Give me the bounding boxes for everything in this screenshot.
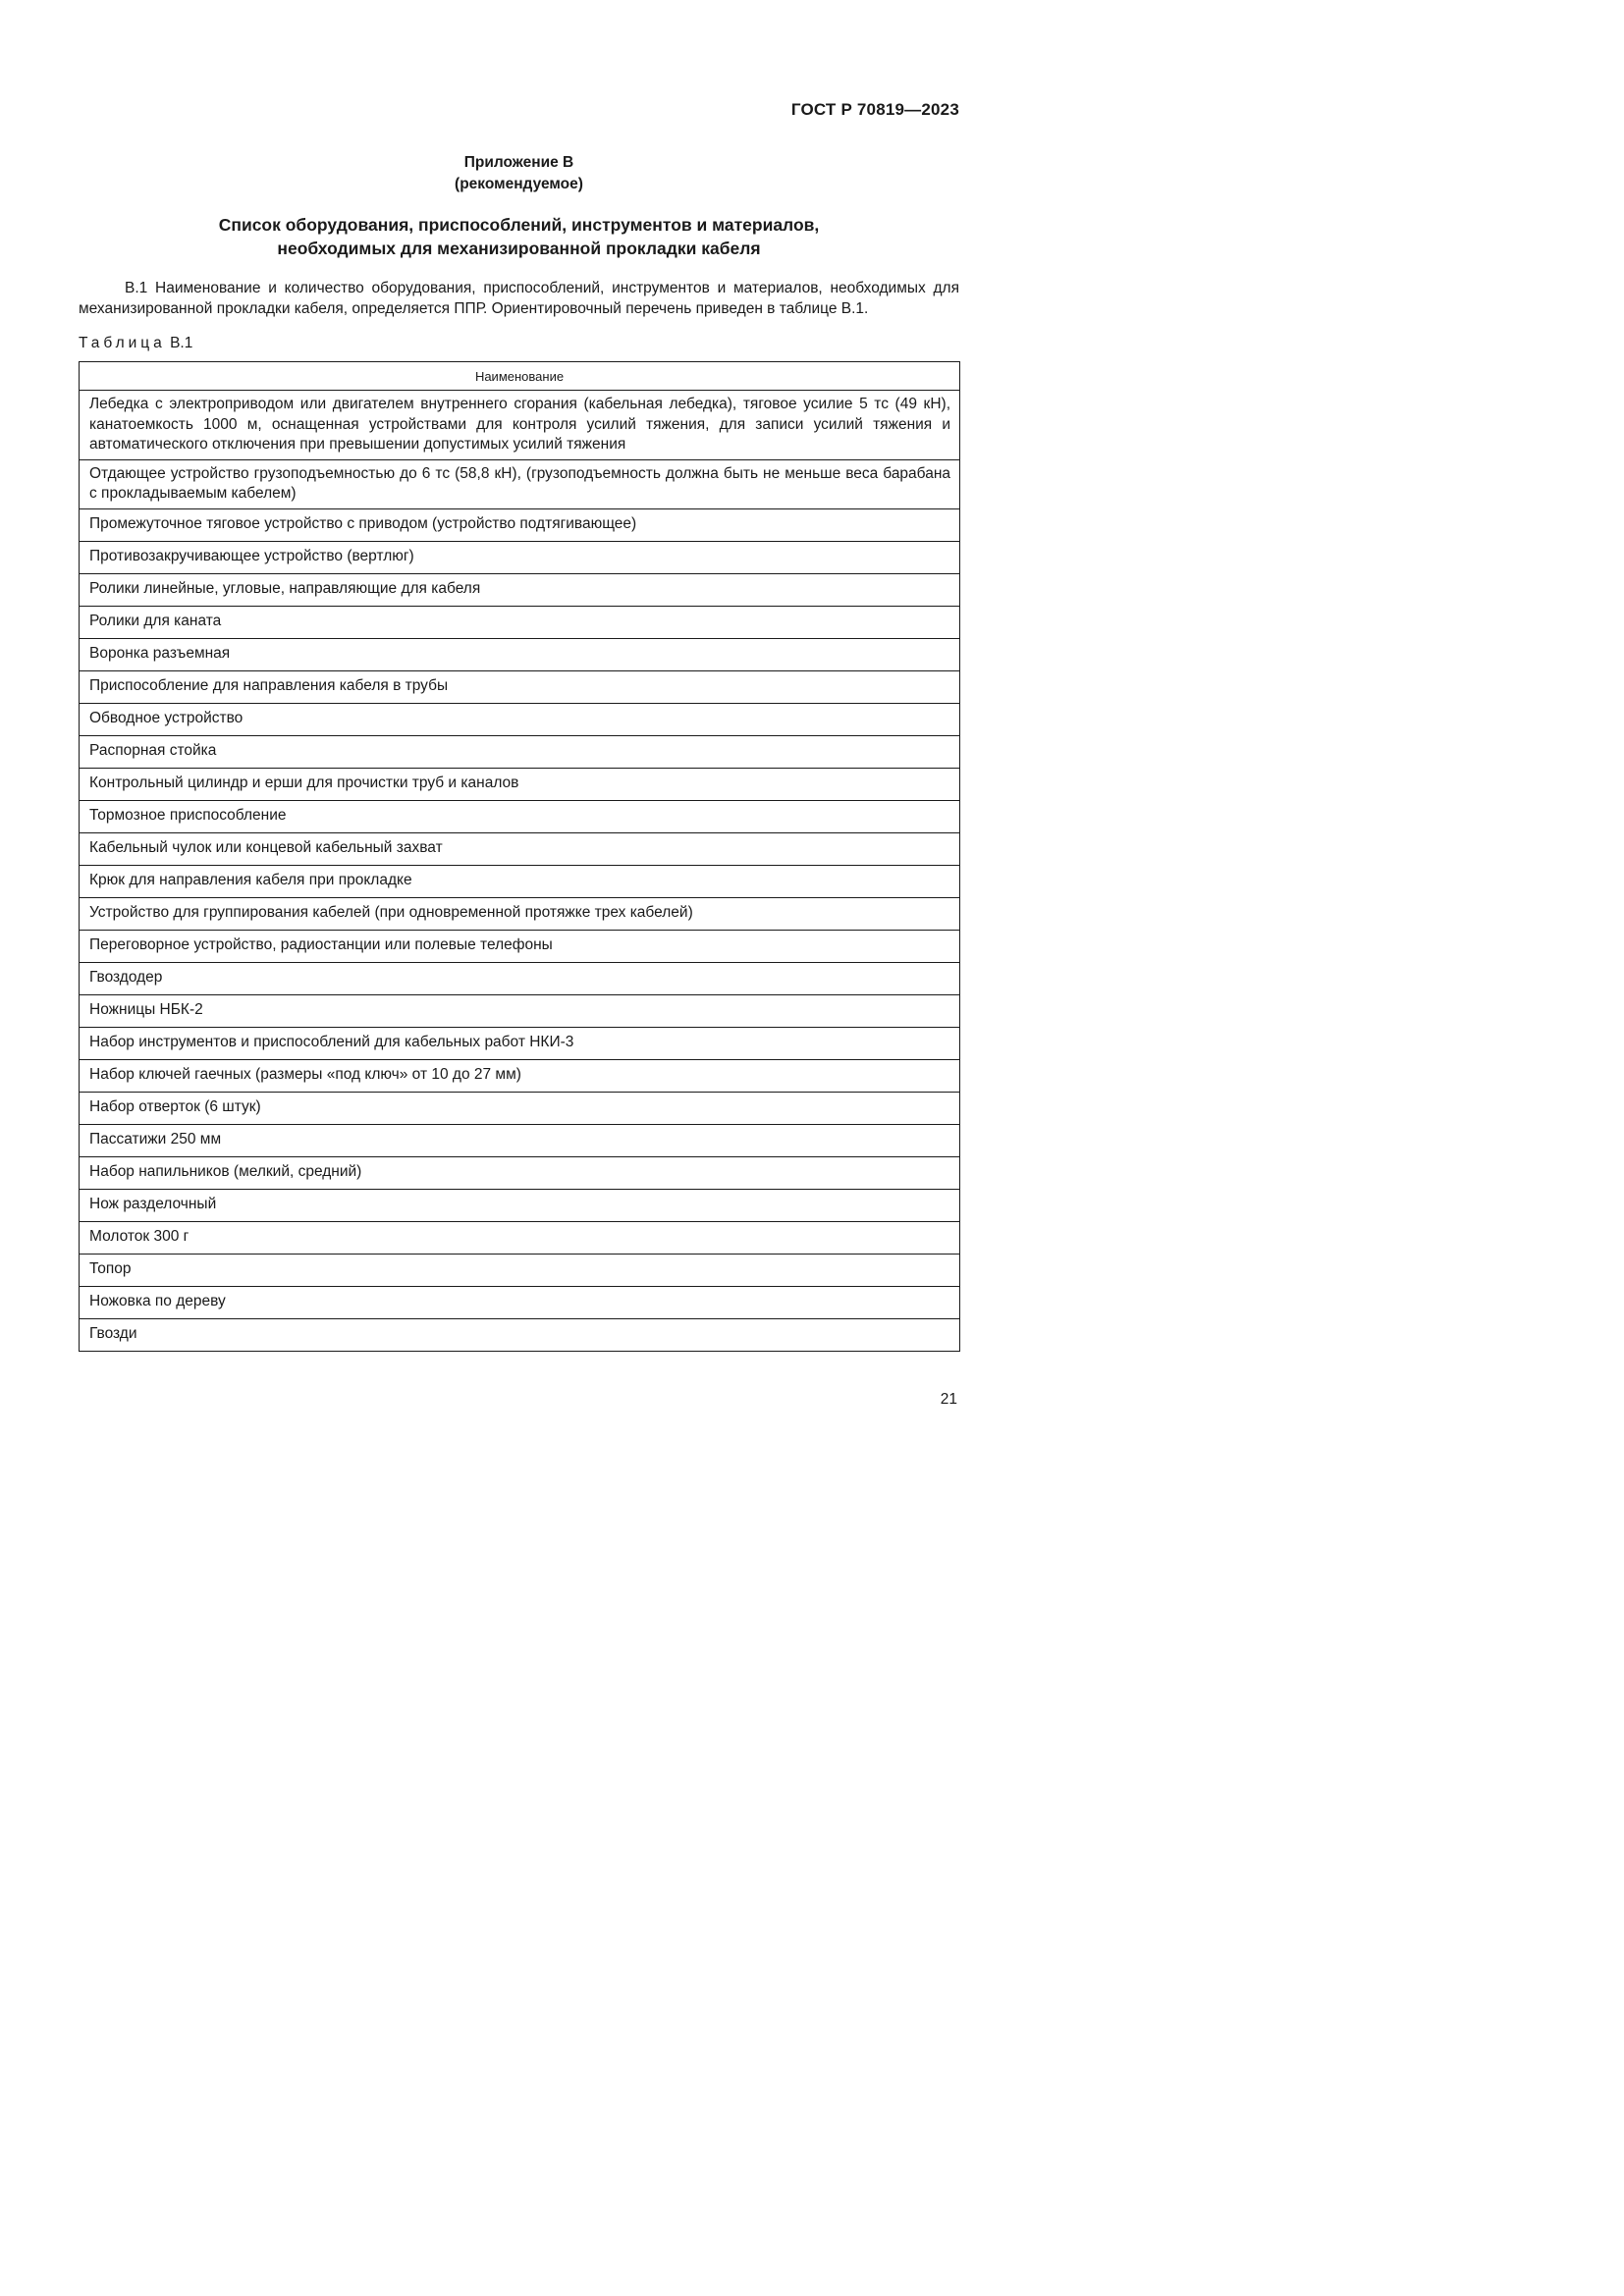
table-cell-item: Топор bbox=[80, 1254, 960, 1286]
table-row bbox=[80, 1156, 960, 1189]
table-row bbox=[80, 962, 960, 994]
table-cell-item: Ножовка по дереву bbox=[80, 1286, 960, 1318]
table-cell-item: Тормозное приспособление bbox=[80, 800, 960, 832]
table-row bbox=[80, 1254, 960, 1286]
table-row bbox=[80, 606, 960, 638]
table-cell-item: Промежуточное тяговое устройство с приводом (устройство подтягивающее) bbox=[80, 508, 960, 541]
table-cell-item: Распорная стойка bbox=[80, 735, 960, 768]
table-row bbox=[80, 1027, 960, 1059]
table-cell-item: Молоток 300 г bbox=[80, 1221, 960, 1254]
table-cell-item: Ролики линейные, угловые, направляющие для кабеля bbox=[80, 573, 960, 606]
table-row bbox=[80, 508, 960, 541]
table-cell-item: Крюк для направления кабеля при прокладке bbox=[80, 865, 960, 897]
annex-heading bbox=[0, 152, 1038, 195]
table-cell-item: Противозакручивающее устройство (вертлюг) bbox=[80, 541, 960, 573]
table-caption-number: В.1 bbox=[170, 335, 193, 351]
table-cell-item: Обводное устройство bbox=[80, 703, 960, 735]
table-row bbox=[80, 459, 960, 508]
table-row bbox=[80, 573, 960, 606]
table-row bbox=[80, 541, 960, 573]
table-row bbox=[80, 1059, 960, 1092]
table-cell-item: Отдающее устройство грузоподъемностью до 6 тс (58,8 кН), (грузоподъемность должна быть не меньше веса барабана с прокладываемым кабелем) bbox=[80, 459, 960, 508]
table-row bbox=[80, 1286, 960, 1318]
table-row bbox=[80, 735, 960, 768]
table-row bbox=[80, 768, 960, 800]
table-row bbox=[80, 930, 960, 962]
table-cell-item: Устройство для группирования кабелей (при одновременной протяжке трех кабелей) bbox=[80, 897, 960, 930]
equipment-table bbox=[79, 361, 960, 1352]
document-page bbox=[0, 0, 1090, 1539]
table-cell-item: Набор ключей гаечных (размеры «под ключ» от 10 до 27 мм) bbox=[80, 1059, 960, 1092]
annex-status: (рекомендуемое) bbox=[455, 176, 583, 192]
table-row bbox=[80, 1221, 960, 1254]
table-row bbox=[80, 865, 960, 897]
table-cell-item: Гвозди bbox=[80, 1318, 960, 1351]
table-cell-item: Нож разделочный bbox=[80, 1189, 960, 1221]
annex-label: Приложение В bbox=[463, 154, 574, 171]
table-row bbox=[80, 391, 960, 460]
table-cell-item: Пассатижи 250 мм bbox=[80, 1124, 960, 1156]
table-row bbox=[80, 1318, 960, 1351]
table-cell-item: Кабельный чулок или концевой кабельный захват bbox=[80, 832, 960, 865]
table-row bbox=[80, 703, 960, 735]
table-cell-item: Воронка разъемная bbox=[80, 638, 960, 670]
list-title-line-1: Список оборудования, приспособлений, инструментов и материалов, bbox=[218, 215, 820, 235]
table-row bbox=[80, 1092, 960, 1124]
table-row bbox=[80, 994, 960, 1027]
table-cell-item: Набор отверток (6 штук) bbox=[80, 1092, 960, 1124]
table-cell-item: Ролики для каната bbox=[80, 606, 960, 638]
table-row bbox=[80, 638, 960, 670]
intro-paragraph: В.1 Наименование и количество оборудования, приспособлений, инструментов и материалов, необходимых для механизированной прокладки кабеля, определяется ППР. Ориентировочный перечень приведен в таблице В.1. bbox=[79, 280, 959, 317]
table-cell-item: Ножницы НБК-2 bbox=[80, 994, 960, 1027]
list-title bbox=[0, 213, 1038, 260]
table-cell-item: Лебедка с электроприводом или двигателем внутреннего сгорания (кабельная лебедка), тяговое усилие 5 тс (49 кН), канатоемкость 1000 м, оснащенная устройствами для контроля усилий тяжения, для записи усилий тяжения и автоматического отключения при превышении допустимых усилий тяжения bbox=[80, 391, 960, 460]
table-body bbox=[80, 391, 960, 1352]
table-caption bbox=[79, 335, 192, 352]
table-cell-item: Гвоздодер bbox=[80, 962, 960, 994]
table-row bbox=[80, 1189, 960, 1221]
table-cell-item: Контрольный цилиндр и ерши для прочистки труб и каналов bbox=[80, 768, 960, 800]
table-cell-item: Приспособление для направления кабеля в трубы bbox=[80, 670, 960, 703]
table-row bbox=[80, 670, 960, 703]
table-cell-item: Набор напильников (мелкий, средний) bbox=[80, 1156, 960, 1189]
table-cell-item: Набор инструментов и приспособлений для кабельных работ НКИ-3 bbox=[80, 1027, 960, 1059]
list-title-line-2: необходимых для механизированной прокладки кабеля bbox=[277, 239, 761, 258]
table-header-row bbox=[80, 362, 960, 391]
table-row bbox=[80, 800, 960, 832]
table-header-name: Наименование bbox=[80, 362, 960, 391]
table-row bbox=[80, 897, 960, 930]
table-row bbox=[80, 1124, 960, 1156]
table-row bbox=[80, 832, 960, 865]
document-code: ГОСТ Р 70819—2023 bbox=[790, 100, 959, 119]
page-number: 21 bbox=[940, 1391, 957, 1408]
table-caption-word: Таблица bbox=[79, 335, 166, 351]
table-cell-item: Переговорное устройство, радиостанции или полевые телефоны bbox=[80, 930, 960, 962]
